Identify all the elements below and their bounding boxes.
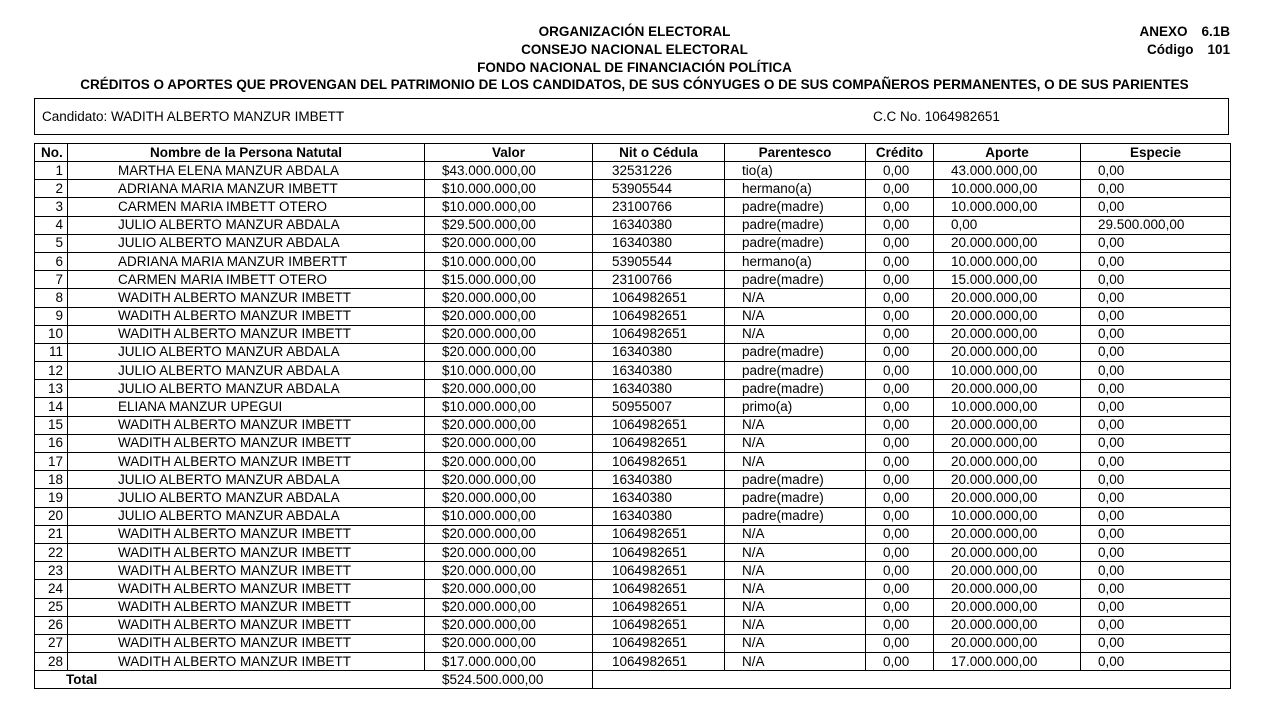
table-row	[35, 416, 1231, 434]
id-number-cell: 1064982651	[593, 434, 725, 452]
contribution-cell: 20.000.000,00	[934, 598, 1081, 616]
contribution-cell: 20.000.000,00	[934, 325, 1081, 343]
id-number-cell: 1064982651	[593, 525, 725, 543]
value-cell: $20.000.000,00	[425, 616, 593, 634]
row-number: 22	[35, 543, 68, 561]
document-title: CRÉDITOS O APORTES QUE PROVENGAN DEL PATRIMONIO DE LOS CANDIDATOS, DE SUS CÓNYUGES O DE SUS COMPAÑEROS PERMANENTES, O DE SUS PARIENTES	[80, 77, 1189, 92]
credit-cell: 0,00	[866, 234, 934, 252]
in-kind-cell: 0,00	[1081, 507, 1231, 525]
table-row	[35, 198, 1231, 216]
table-row	[35, 289, 1231, 307]
value-cell: $10.000.000,00	[425, 362, 593, 380]
row-number: 27	[35, 634, 68, 652]
credit-cell: 0,00	[866, 307, 934, 325]
value-cell: $20.000.000,00	[425, 634, 593, 652]
table-row	[35, 434, 1231, 452]
value-cell: $20.000.000,00	[425, 489, 593, 507]
in-kind-cell: 0,00	[1081, 343, 1231, 361]
relationship-cell: primo(a)	[725, 398, 866, 416]
in-kind-cell: 0,00	[1081, 162, 1231, 180]
value-cell: $20.000.000,00	[425, 380, 593, 398]
contribution-cell: 20.000.000,00	[934, 434, 1081, 452]
in-kind-cell: 0,00	[1081, 471, 1231, 489]
credit-cell: 0,00	[866, 562, 934, 580]
row-number: 20	[35, 507, 68, 525]
total-label: Total	[35, 671, 425, 689]
row-number: 5	[35, 234, 68, 252]
relationship-cell: N/A	[725, 543, 866, 561]
contribution-cell: 20.000.000,00	[934, 525, 1081, 543]
row-number: 6	[35, 252, 68, 270]
in-kind-cell: 0,00	[1081, 289, 1231, 307]
table-row	[35, 162, 1231, 180]
contribution-cell: 20.000.000,00	[934, 634, 1081, 652]
person-name: CARMEN MARIA IMBETT OTERO	[68, 198, 425, 216]
annex-value: 6.1B	[1201, 24, 1230, 39]
in-kind-cell: 0,00	[1081, 453, 1231, 471]
relationship-cell: padre(madre)	[725, 489, 866, 507]
relationship-cell: padre(madre)	[725, 343, 866, 361]
row-number: 4	[35, 216, 68, 234]
contribution-cell: 15.000.000,00	[934, 271, 1081, 289]
table-row	[35, 234, 1231, 252]
contribution-cell: 10.000.000,00	[934, 180, 1081, 198]
col-header-id: Nit o Cédula	[593, 144, 725, 162]
relationship-cell: N/A	[725, 416, 866, 434]
credit-cell: 0,00	[866, 616, 934, 634]
value-cell: $17.000.000,00	[425, 653, 593, 671]
contribution-cell: 20.000.000,00	[934, 453, 1081, 471]
contribution-cell: 20.000.000,00	[934, 580, 1081, 598]
row-number: 23	[35, 562, 68, 580]
row-number: 10	[35, 325, 68, 343]
relationship-cell: N/A	[725, 453, 866, 471]
id-number-cell: 1064982651	[593, 453, 725, 471]
person-name: JULIO ALBERTO MANZUR ABDALA	[68, 343, 425, 361]
credit-cell: 0,00	[866, 489, 934, 507]
value-cell: $20.000.000,00	[425, 562, 593, 580]
contribution-cell: 43.000.000,00	[934, 162, 1081, 180]
credit-cell: 0,00	[866, 325, 934, 343]
contribution-cell: 10.000.000,00	[934, 252, 1081, 270]
contribution-cell: 17.000.000,00	[934, 653, 1081, 671]
value-cell: $43.000.000,00	[425, 162, 593, 180]
code-value: 101	[1207, 42, 1230, 57]
id-number-cell: 1064982651	[593, 580, 725, 598]
id-number-cell: 1064982651	[593, 634, 725, 652]
in-kind-cell: 0,00	[1081, 580, 1231, 598]
table-row	[35, 453, 1231, 471]
contributions-table	[34, 143, 1231, 689]
relationship-cell: padre(madre)	[725, 471, 866, 489]
row-number: 17	[35, 453, 68, 471]
relationship-cell: padre(madre)	[725, 507, 866, 525]
person-name: WADITH ALBERTO MANZUR IMBETT	[68, 434, 425, 452]
value-cell: $20.000.000,00	[425, 525, 593, 543]
in-kind-cell: 0,00	[1081, 489, 1231, 507]
row-number: 8	[35, 289, 68, 307]
table-row	[35, 398, 1231, 416]
person-name: WADITH ALBERTO MANZUR IMBETT	[68, 580, 425, 598]
candidate-id: C.C No. 1064982651	[873, 109, 1000, 124]
credit-cell: 0,00	[866, 162, 934, 180]
in-kind-cell: 0,00	[1081, 271, 1231, 289]
in-kind-cell: 0,00	[1081, 398, 1231, 416]
id-number-cell: 16340380	[593, 343, 725, 361]
row-number: 13	[35, 380, 68, 398]
relationship-cell: N/A	[725, 616, 866, 634]
table-row	[35, 307, 1231, 325]
row-number: 16	[35, 434, 68, 452]
credit-cell: 0,00	[866, 380, 934, 398]
row-number: 3	[35, 198, 68, 216]
in-kind-cell: 0,00	[1081, 180, 1231, 198]
value-cell: $20.000.000,00	[425, 289, 593, 307]
person-name: WADITH ALBERTO MANZUR IMBETT	[68, 307, 425, 325]
annex-label: ANEXO	[1139, 24, 1188, 39]
contribution-cell: 20.000.000,00	[934, 343, 1081, 361]
contribution-cell: 20.000.000,00	[934, 616, 1081, 634]
id-number-cell: 1064982651	[593, 289, 725, 307]
table-row	[35, 598, 1231, 616]
id-number-cell: 1064982651	[593, 653, 725, 671]
value-cell: $20.000.000,00	[425, 416, 593, 434]
person-name: WADITH ALBERTO MANZUR IMBETT	[68, 634, 425, 652]
credit-cell: 0,00	[866, 362, 934, 380]
person-name: MARTHA ELENA MANZUR ABDALA	[68, 162, 425, 180]
table-row	[35, 252, 1231, 270]
credit-cell: 0,00	[866, 598, 934, 616]
table-row	[35, 653, 1231, 671]
total-empty-cell	[593, 671, 725, 689]
value-cell: $20.000.000,00	[425, 543, 593, 561]
credit-cell: 0,00	[866, 198, 934, 216]
header-line-fund: FONDO NACIONAL DE FINANCIACIÓN POLÍTICA	[477, 60, 792, 75]
in-kind-cell: 0,00	[1081, 234, 1231, 252]
id-number-cell: 23100766	[593, 198, 725, 216]
value-cell: $10.000.000,00	[425, 398, 593, 416]
id-number-cell: 16340380	[593, 362, 725, 380]
person-name: ADRIANA MARIA MANZUR IMBERTT	[68, 252, 425, 270]
row-number: 7	[35, 271, 68, 289]
value-cell: $20.000.000,00	[425, 434, 593, 452]
id-number-cell: 1064982651	[593, 325, 725, 343]
in-kind-cell: 0,00	[1081, 653, 1231, 671]
relationship-cell: N/A	[725, 289, 866, 307]
contribution-cell: 20.000.000,00	[934, 416, 1081, 434]
row-number: 15	[35, 416, 68, 434]
col-header-name: Nombre de la Persona Natutal	[68, 144, 425, 162]
contribution-cell: 10.000.000,00	[934, 198, 1081, 216]
header-line-organization: ORGANIZACIÓN ELECTORAL	[538, 24, 731, 39]
contribution-cell: 20.000.000,00	[934, 234, 1081, 252]
relationship-cell: N/A	[725, 307, 866, 325]
person-name: ELIANA MANZUR UPEGUI	[68, 398, 425, 416]
id-number-cell: 32531226	[593, 162, 725, 180]
person-name: WADITH ALBERTO MANZUR IMBETT	[68, 416, 425, 434]
id-number-cell: 1064982651	[593, 598, 725, 616]
in-kind-cell: 0,00	[1081, 325, 1231, 343]
person-name: WADITH ALBERTO MANZUR IMBETT	[68, 598, 425, 616]
relationship-cell: padre(madre)	[725, 271, 866, 289]
person-name: WADITH ALBERTO MANZUR IMBETT	[68, 616, 425, 634]
contribution-cell: 10.000.000,00	[934, 507, 1081, 525]
table-row	[35, 380, 1231, 398]
in-kind-cell: 0,00	[1081, 380, 1231, 398]
relationship-cell: N/A	[725, 325, 866, 343]
value-cell: $29.500.000,00	[425, 216, 593, 234]
contribution-cell: 20.000.000,00	[934, 471, 1081, 489]
row-number: 24	[35, 580, 68, 598]
table-row	[35, 271, 1231, 289]
row-number: 25	[35, 598, 68, 616]
row-number: 2	[35, 180, 68, 198]
table-row	[35, 507, 1231, 525]
credit-cell: 0,00	[866, 653, 934, 671]
person-name: WADITH ALBERTO MANZUR IMBETT	[68, 562, 425, 580]
col-header-relationship: Parentesco	[725, 144, 866, 162]
table-row	[35, 216, 1231, 234]
credit-cell: 0,00	[866, 434, 934, 452]
table-row	[35, 543, 1231, 561]
table-row	[35, 634, 1231, 652]
contribution-cell: 20.000.000,00	[934, 489, 1081, 507]
id-number-cell: 23100766	[593, 271, 725, 289]
relationship-cell: hermano(a)	[725, 252, 866, 270]
value-cell: $20.000.000,00	[425, 307, 593, 325]
credit-cell: 0,00	[866, 416, 934, 434]
person-name: JULIO ALBERTO MANZUR ABDALA	[68, 234, 425, 252]
id-number-cell: 1064982651	[593, 562, 725, 580]
in-kind-cell: 0,00	[1081, 198, 1231, 216]
person-name: WADITH ALBERTO MANZUR IMBETT	[68, 289, 425, 307]
relationship-cell: padre(madre)	[725, 234, 866, 252]
relationship-cell: N/A	[725, 525, 866, 543]
in-kind-cell: 0,00	[1081, 362, 1231, 380]
table-row	[35, 616, 1231, 634]
contribution-cell: 0,00	[934, 216, 1081, 234]
person-name: JULIO ALBERTO MANZUR ABDALA	[68, 216, 425, 234]
credit-cell: 0,00	[866, 471, 934, 489]
contribution-cell: 20.000.000,00	[934, 289, 1081, 307]
credit-cell: 0,00	[866, 580, 934, 598]
total-row	[35, 671, 1231, 689]
col-header-credit: Crédito	[866, 144, 934, 162]
table-row	[35, 562, 1231, 580]
in-kind-cell: 0,00	[1081, 562, 1231, 580]
credit-cell: 0,00	[866, 216, 934, 234]
row-number: 26	[35, 616, 68, 634]
in-kind-cell: 0,00	[1081, 616, 1231, 634]
person-name: JULIO ALBERTO MANZUR ABDALA	[68, 489, 425, 507]
table-row	[35, 343, 1231, 361]
value-cell: $10.000.000,00	[425, 252, 593, 270]
relationship-cell: N/A	[725, 580, 866, 598]
credit-cell: 0,00	[866, 343, 934, 361]
code-label: Código	[1146, 42, 1194, 57]
id-number-cell: 16340380	[593, 380, 725, 398]
id-number-cell: 50955007	[593, 398, 725, 416]
contribution-cell: 20.000.000,00	[934, 562, 1081, 580]
value-cell: $20.000.000,00	[425, 343, 593, 361]
total-value: $524.500.000,00	[425, 671, 593, 689]
table-row	[35, 489, 1231, 507]
value-cell: $20.000.000,00	[425, 325, 593, 343]
person-name: JULIO ALBERTO MANZUR ABDALA	[68, 507, 425, 525]
in-kind-cell: 0,00	[1081, 416, 1231, 434]
row-number: 14	[35, 398, 68, 416]
contribution-cell: 20.000.000,00	[934, 543, 1081, 561]
in-kind-cell: 0,00	[1081, 252, 1231, 270]
relationship-cell: hermano(a)	[725, 180, 866, 198]
person-name: ADRIANA MARIA MANZUR IMBETT	[68, 180, 425, 198]
row-number: 19	[35, 489, 68, 507]
id-number-cell: 53905544	[593, 252, 725, 270]
table-row	[35, 525, 1231, 543]
in-kind-cell: 0,00	[1081, 525, 1231, 543]
table-body	[35, 162, 1231, 671]
row-number: 21	[35, 525, 68, 543]
candidate-name: Candidato: WADITH ALBERTO MANZUR IMBETT	[42, 109, 345, 124]
value-cell: $10.000.000,00	[425, 180, 593, 198]
person-name: WADITH ALBERTO MANZUR IMBETT	[68, 543, 425, 561]
id-number-cell: 16340380	[593, 471, 725, 489]
value-cell: $20.000.000,00	[425, 580, 593, 598]
person-name: JULIO ALBERTO MANZUR ABDALA	[68, 362, 425, 380]
person-name: WADITH ALBERTO MANZUR IMBETT	[68, 653, 425, 671]
id-number-cell: 16340380	[593, 489, 725, 507]
credit-cell: 0,00	[866, 634, 934, 652]
table-row	[35, 580, 1231, 598]
table-row	[35, 180, 1231, 198]
table-header-row	[35, 144, 1231, 162]
credit-cell: 0,00	[866, 180, 934, 198]
row-number: 28	[35, 653, 68, 671]
in-kind-cell: 0,00	[1081, 434, 1231, 452]
contribution-cell: 10.000.000,00	[934, 362, 1081, 380]
value-cell: $20.000.000,00	[425, 598, 593, 616]
total-empty-cell	[934, 671, 1081, 689]
col-header-in-kind: Especie	[1081, 144, 1231, 162]
credit-cell: 0,00	[866, 398, 934, 416]
value-cell: $10.000.000,00	[425, 198, 593, 216]
person-name: WADITH ALBERTO MANZUR IMBETT	[68, 453, 425, 471]
row-number: 12	[35, 362, 68, 380]
value-cell: $10.000.000,00	[425, 507, 593, 525]
total-empty-cell	[725, 671, 866, 689]
in-kind-cell: 29.500.000,00	[1081, 216, 1231, 234]
annex-block	[1080, 23, 1230, 59]
contribution-cell: 10.000.000,00	[934, 398, 1081, 416]
relationship-cell: padre(madre)	[725, 380, 866, 398]
person-name: JULIO ALBERTO MANZUR ABDALA	[68, 471, 425, 489]
relationship-cell: padre(madre)	[725, 362, 866, 380]
in-kind-cell: 0,00	[1081, 307, 1231, 325]
relationship-cell: N/A	[725, 634, 866, 652]
relationship-cell: padre(madre)	[725, 216, 866, 234]
col-header-value: Valor	[425, 144, 593, 162]
relationship-cell: tio(a)	[725, 162, 866, 180]
contribution-cell: 20.000.000,00	[934, 307, 1081, 325]
table-row	[35, 362, 1231, 380]
person-name: WADITH ALBERTO MANZUR IMBETT	[68, 325, 425, 343]
relationship-cell: padre(madre)	[725, 198, 866, 216]
in-kind-cell: 0,00	[1081, 598, 1231, 616]
in-kind-cell: 0,00	[1081, 634, 1231, 652]
relationship-cell: N/A	[725, 434, 866, 452]
id-number-cell: 1064982651	[593, 416, 725, 434]
id-number-cell: 16340380	[593, 234, 725, 252]
id-number-cell: 16340380	[593, 216, 725, 234]
in-kind-cell: 0,00	[1081, 543, 1231, 561]
col-header-contribution: Aporte	[934, 144, 1081, 162]
value-cell: $20.000.000,00	[425, 234, 593, 252]
header-line-council: CONSEJO NACIONAL ELECTORAL	[521, 42, 748, 57]
contribution-cell: 20.000.000,00	[934, 380, 1081, 398]
person-name: CARMEN MARIA IMBETT OTERO	[68, 271, 425, 289]
row-number: 1	[35, 162, 68, 180]
id-number-cell: 1064982651	[593, 307, 725, 325]
total-empty-cell	[1081, 671, 1231, 689]
id-number-cell: 53905544	[593, 180, 725, 198]
table-row	[35, 325, 1231, 343]
row-number: 18	[35, 471, 68, 489]
col-header-no: No.	[35, 144, 68, 162]
row-number: 11	[35, 343, 68, 361]
credit-cell: 0,00	[866, 453, 934, 471]
value-cell: $20.000.000,00	[425, 471, 593, 489]
credit-cell: 0,00	[866, 289, 934, 307]
id-number-cell: 16340380	[593, 507, 725, 525]
relationship-cell: N/A	[725, 562, 866, 580]
credit-cell: 0,00	[866, 252, 934, 270]
id-number-cell: 1064982651	[593, 616, 725, 634]
organization-header	[0, 23, 1269, 77]
person-name: WADITH ALBERTO MANZUR IMBETT	[68, 525, 425, 543]
credit-cell: 0,00	[866, 507, 934, 525]
table-row	[35, 471, 1231, 489]
credit-cell: 0,00	[866, 543, 934, 561]
value-cell: $20.000.000,00	[425, 453, 593, 471]
id-number-cell: 1064982651	[593, 543, 725, 561]
credit-cell: 0,00	[866, 525, 934, 543]
credit-cell: 0,00	[866, 271, 934, 289]
relationship-cell: N/A	[725, 598, 866, 616]
total-empty-cell	[866, 671, 934, 689]
row-number: 9	[35, 307, 68, 325]
candidate-box	[34, 98, 1229, 135]
person-name: JULIO ALBERTO MANZUR ABDALA	[68, 380, 425, 398]
relationship-cell: N/A	[725, 653, 866, 671]
value-cell: $15.000.000,00	[425, 271, 593, 289]
